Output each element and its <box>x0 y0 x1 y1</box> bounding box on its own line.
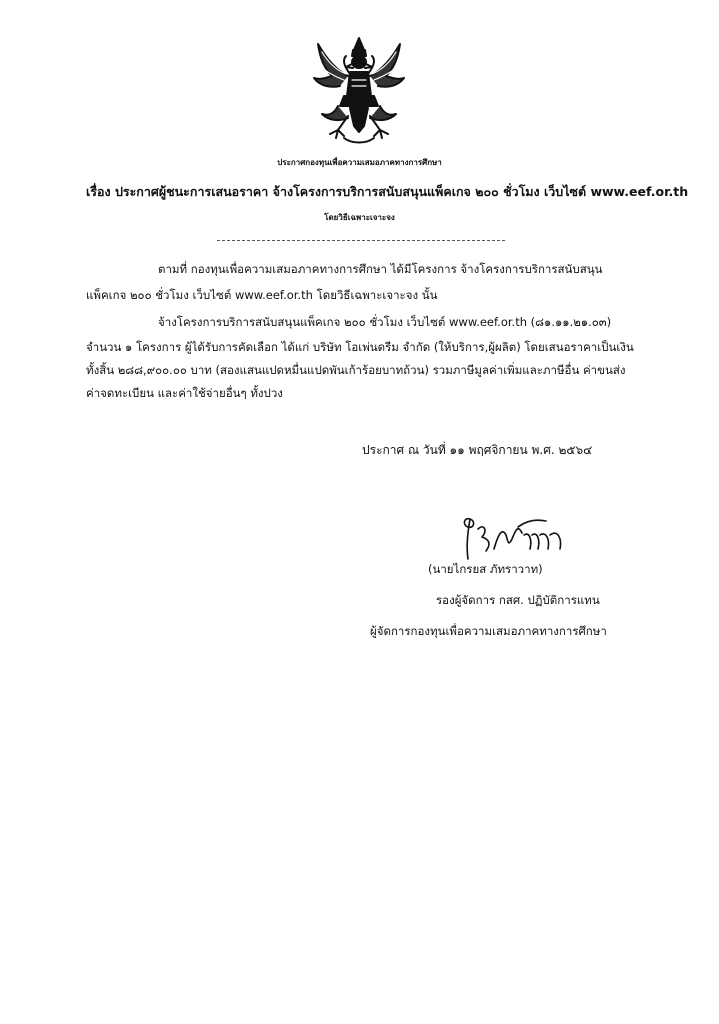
announcement-subject: เรื่อง ประกาศผู้ชนะการเสนอราคา จ้างโครงการบริการสนับสนุนแพ็คเกจ ๒๐๐ ชั่วโมง เว็บไซต์ www.eef.or.th <box>86 184 689 199</box>
announcement-title: ประกาศกองทุนเพื่อความเสมอภาคทางการศึกษา <box>277 158 442 167</box>
body-line: แพ็คเกจ ๒๐๐ ชั่วโมง เว็บไซต์ www.eef.or.th โดยวิธีเฉพาะเจาะจง นั้น <box>86 288 438 302</box>
signatory-name: (นายไกรยส ภัทราวาท) <box>428 562 543 576</box>
body-line: ค่าจดทะเบียน และค่าใช้จ่ายอื่นๆ ทั้งปวง <box>86 386 283 400</box>
signatory-position: รองผู้จัดการ กสศ. ปฏิบัติการแทน <box>436 593 600 607</box>
body-line: จำนวน ๑ โครงการ ผู้ได้รับการคัดเลือก ได้แก่ บริษัท โอเพ่นดรีม จำกัด (ให้บริการ,ผู้ผลิต) โดยเสนอราคาเป็นเงิน <box>86 340 634 354</box>
body-line: ตามที่ กองทุนเพื่อความเสมอภาคทางการศึกษา ได้มีโครงการ จ้างโครงการบริการสนับสนุน <box>158 262 603 276</box>
body-line: จ้างโครงการบริการสนับสนุนแพ็คเกจ ๒๐๐ ชั่วโมง เว็บไซต์ www.eef.or.th (๘๑.๑๑.๒๑.๐๓) <box>158 315 612 329</box>
garuda-emblem-icon <box>308 34 410 146</box>
signatory-organization: ผู้จัดการกองทุนเพื่อความเสมอภาคทางการศึกษา <box>370 624 607 638</box>
handwritten-signature <box>458 505 573 565</box>
announcement-date: ประกาศ ณ วันที่ ๑๑ พฤศจิกายน พ.ศ. ๒๕๖๔ <box>362 443 593 457</box>
body-line: ทั้งสิ้น ๒๘๘,๙๐๐.๐๐ บาท (สองแสนแปดหมื่นแปดพันเก้าร้อยบาทถ้วน) รวมภาษีมูลค่าเพิ่มและภาษีอื่น ค่าขนส่ง <box>86 363 626 377</box>
divider <box>217 240 505 241</box>
procurement-method: โดยวิธีเฉพาะเจาะจง <box>324 213 395 222</box>
